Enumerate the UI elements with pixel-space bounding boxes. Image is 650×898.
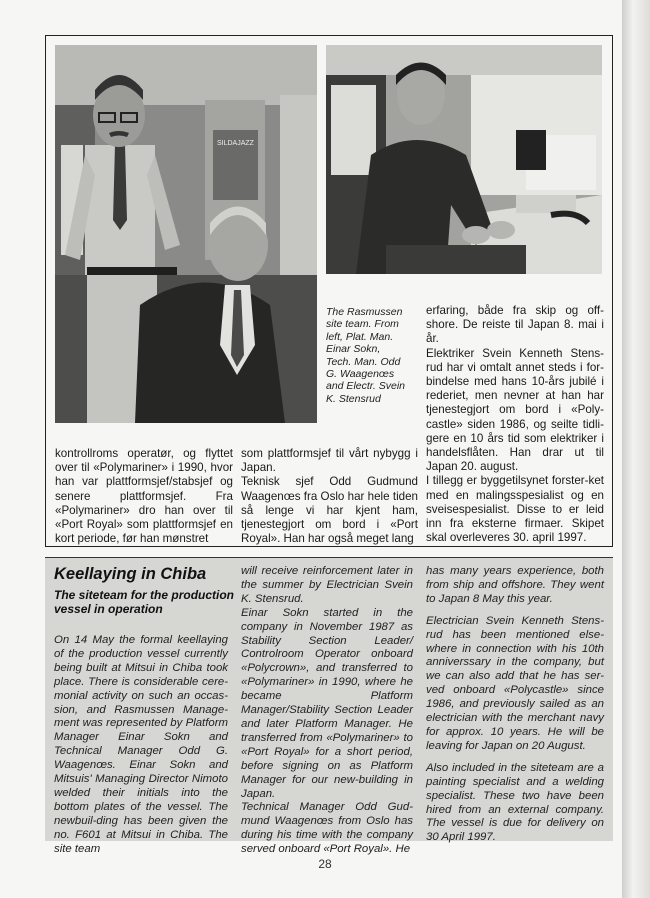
paragraph: will receive reinforcement later in the summer by Electrician Svein K. Stensrud. <box>241 565 413 605</box>
paragraph: Electrician Svein Kenneth Stens-rud has been mentioned else-where in connection with his 10th anniverssary in the company, but we can also add that he has ser-ved onboard «Polycastle» since 1986, and previously sailed as an electrician with the merchant navy for approx. 10 years. He will be leaving for Japan on 20 August. <box>426 614 604 752</box>
paragraph: som plattformsjef til vårt nybygg i Japan. <box>241 447 418 475</box>
paragraph: Elektriker Svein Kenneth Stens-rud har vi omtalt annet steds i for-bindelse med hans 10-års jubilé i rederiet, men nevner at han har tjenestegjort om bord i «Poly-castle» siden 1986, og seilte tidli-gere en 10 års tid som elektriker i handelsflåten. Han drar ut til Japan 20. august. <box>426 346 604 474</box>
english-heading: Keellaying in Chiba <box>54 565 207 583</box>
english-column-2 <box>241 565 413 857</box>
paragraph: has many years experience, both from ship and offshore. They went to Japan 8 May this year. <box>426 565 604 605</box>
photo-sign-text: SILDAJAZZ <box>217 140 254 147</box>
paragraph: erfaring, både fra skip og off-shore. De reiste til Japan 8. mai i år. <box>426 304 604 346</box>
page-number: 28 <box>318 857 332 871</box>
norwegian-column-left <box>55 447 233 546</box>
paragraph: On 14 May the formal keellaying of the production vessel currently being built at Mitsui in Chiba took place. There is considerable cere-monial activity on such an occas-sion, and Rasmussen Manage-ment was represented by Platform Manager Einar Sokn and Technical Manager Odd G. Waagenœs. Einar Sokn and Mitsuis' Managing Director Nimoto welded their initials into the bottom plates of the vessel. The newbuil-ding has been given the no. F601 at Mitsui in Chiba. The site team <box>54 634 228 855</box>
paragraph: Teknisk sjef Odd Gudmund Waagenœs fra Oslo har hele tiden så lenge vi har kjent ham, tjenestegjort om bord i «Port Royal». Han har også meget lang <box>241 475 418 546</box>
photo-two-managers <box>55 45 317 423</box>
english-subheading: The siteteam for the production vessel in operation <box>54 588 235 616</box>
paragraph: Technical Manager Odd Gud-mund Waagenœs from Oslo has during his time with the company served onboard «Port Royal». He <box>241 801 413 856</box>
photo-caption: The Rasmussen site team. From left, Plat. Man. Einar Sokn, Tech. Man. Odd G. Waagenœs and Electr. Svein K. Stensrud <box>326 306 405 405</box>
english-column-1 <box>54 634 228 857</box>
english-column-3 <box>426 565 604 845</box>
photo-electrician-at-desk <box>326 45 602 274</box>
page-edge <box>622 0 650 898</box>
paragraph: Einar Sokn started in the company in November 1987 as Stability Section Leader/ Controlroom Operator onboard «Polycrown», and transferred to «Polymariner» in 1990, where he became Platform Manager/Stability Section Leader and later Platform Manager. He transferred from «Polymariner» to «Port Royal» for a short period, before signing on as Platform Manager for our new-building in Japan. <box>241 606 413 800</box>
paragraph: kontrollroms operatør, og flyttet over til «Polymariner» i 1990, hvor han var plattformsjef/stabsjef og senere plattformsjef. Fra «Polymariner» dro han over til «Port Royal» som plattformsjef en kort periode, før han mønstret <box>55 447 233 546</box>
norwegian-column-right <box>426 304 604 545</box>
paragraph: I tillegg er byggetilsynet forster-ket med en malingsspesialist og en sveisespesialist. Disse to er leid inn fra eksterne firmaer. Skipet skal overleveres 30. april 1997. <box>426 474 604 545</box>
norwegian-column-middle <box>241 447 418 546</box>
paragraph: Also included in the siteteam are a painting specialist and a welding specialist. These two have been hired from an external company. The vessel is due for delivery on 30 April 1997. <box>426 761 604 844</box>
